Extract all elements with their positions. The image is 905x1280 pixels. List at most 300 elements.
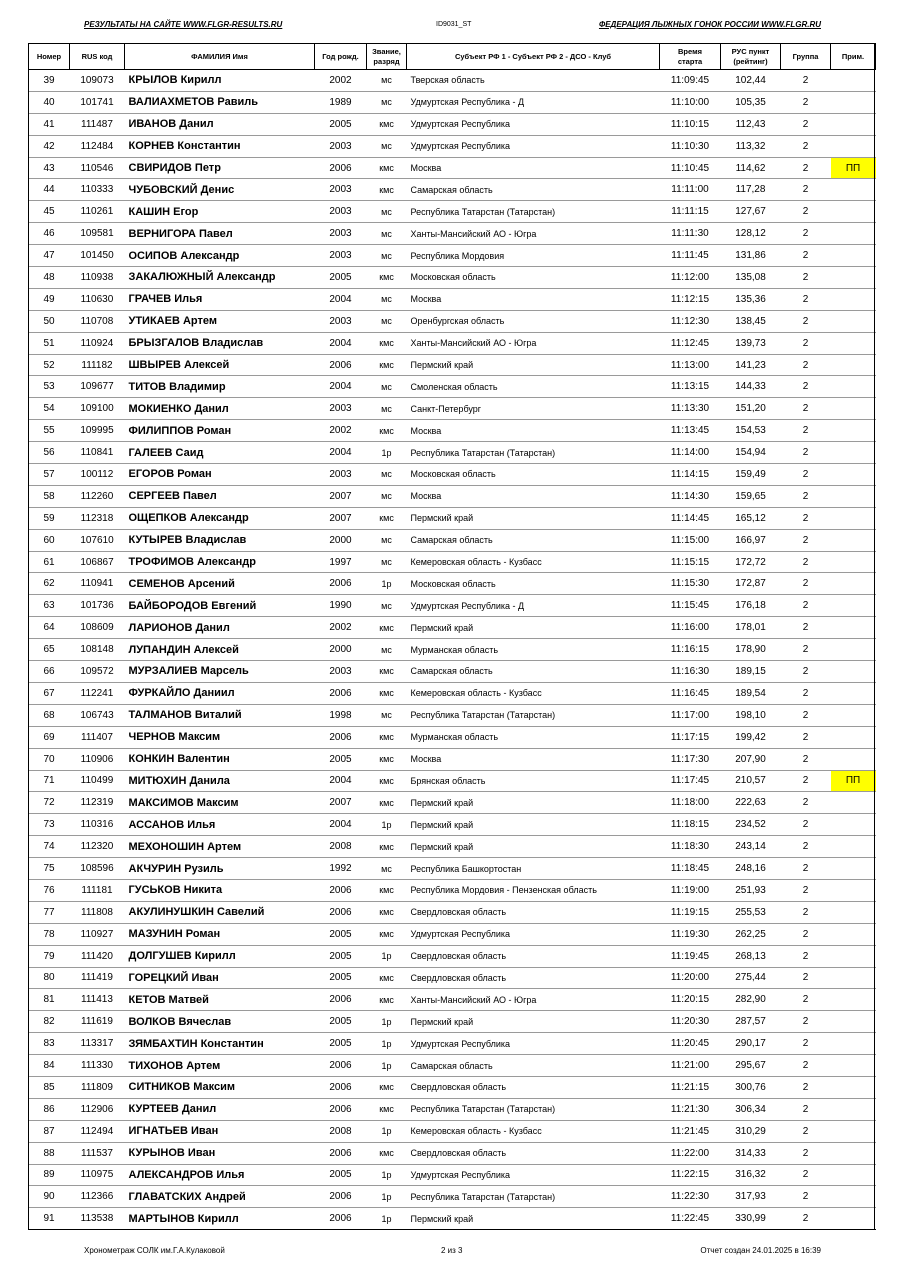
- cell-region: Республика Татарстан (Татарстан): [407, 704, 660, 726]
- table-row: [29, 967, 876, 989]
- table-row: [29, 507, 876, 529]
- cell-name: ОЩЕПКОВ Александр: [125, 507, 315, 529]
- cell-region: Ханты-Мансийский АО - Югра: [407, 332, 660, 354]
- cell-number: 88: [29, 1142, 70, 1164]
- cell-name: КРЫЛОВ Кирилл: [125, 70, 315, 92]
- cell-note: [831, 836, 876, 858]
- cell-note: [831, 464, 876, 486]
- cell-rank: кмс: [367, 267, 407, 289]
- cell-start-time: 11:13:45: [660, 420, 721, 442]
- table-row: [29, 376, 876, 398]
- cell-group: 2: [781, 1055, 831, 1077]
- cell-birth-year: 2007: [315, 507, 367, 529]
- cell-rank: 1р: [367, 814, 407, 836]
- cell-birth-year: 2008: [315, 836, 367, 858]
- cell-number: 51: [29, 332, 70, 354]
- cell-number: 39: [29, 70, 70, 92]
- cell-rus-code: 109995: [70, 420, 125, 442]
- cell-region: Самарская область: [407, 179, 660, 201]
- cell-group: 2: [781, 923, 831, 945]
- cell-group: 2: [781, 1186, 831, 1208]
- cell-rating: 114,62: [721, 157, 781, 179]
- cell-rating: 128,12: [721, 223, 781, 245]
- cell-rank: кмс: [367, 113, 407, 135]
- cell-start-time: 11:20:45: [660, 1033, 721, 1055]
- cell-rank: мс: [367, 201, 407, 223]
- cell-region: Ханты-Мансийский АО - Югра: [407, 223, 660, 245]
- cell-name: ЧУБОВСКИЙ Денис: [125, 179, 315, 201]
- cell-region: Республика Татарстан (Татарстан): [407, 1098, 660, 1120]
- cell-rating: 251,93: [721, 879, 781, 901]
- cell-rus-code: 112260: [70, 485, 125, 507]
- table-row: [29, 354, 876, 376]
- cell-note: [831, 1011, 876, 1033]
- cell-note: [831, 135, 876, 157]
- table-row: [29, 1055, 876, 1077]
- cell-group: 2: [781, 1033, 831, 1055]
- cell-number: 42: [29, 135, 70, 157]
- cell-region: Свердловская область: [407, 901, 660, 923]
- cell-birth-year: 2003: [315, 398, 367, 420]
- cell-birth-year: 2005: [315, 967, 367, 989]
- cell-rating: 135,36: [721, 288, 781, 310]
- cell-birth-year: 2007: [315, 485, 367, 507]
- cell-rank: мс: [367, 245, 407, 267]
- cell-region: Республика Мордовия - Пензенская область: [407, 879, 660, 901]
- cell-rating: 189,54: [721, 682, 781, 704]
- cell-rus-code: 111809: [70, 1076, 125, 1098]
- cell-rating: 316,32: [721, 1164, 781, 1186]
- cell-number: 55: [29, 420, 70, 442]
- cell-group: 2: [781, 967, 831, 989]
- cell-start-time: 11:14:15: [660, 464, 721, 486]
- cell-name: ДОЛГУШЕВ Кирилл: [125, 945, 315, 967]
- cell-rating: 314,33: [721, 1142, 781, 1164]
- cell-note: [831, 945, 876, 967]
- cell-region: Москва: [407, 157, 660, 179]
- cell-region: Удмуртская Республика - Д: [407, 91, 660, 113]
- cell-rating: 172,87: [721, 573, 781, 595]
- cell-rus-code: 108609: [70, 617, 125, 639]
- table-row: [29, 551, 876, 573]
- cell-birth-year: 2006: [315, 1076, 367, 1098]
- cell-rus-code: 110333: [70, 179, 125, 201]
- cell-rating: 131,86: [721, 245, 781, 267]
- cell-name: ВАЛИАХМЕТОВ Равиль: [125, 91, 315, 113]
- cell-birth-year: 2005: [315, 748, 367, 770]
- cell-group: 2: [781, 70, 831, 92]
- cell-start-time: 11:12:00: [660, 267, 721, 289]
- cell-rus-code: 111619: [70, 1011, 125, 1033]
- cell-rus-code: 107610: [70, 529, 125, 551]
- cell-rus-code: 109100: [70, 398, 125, 420]
- table-body: [29, 70, 876, 1230]
- cell-group: 2: [781, 814, 831, 836]
- cell-name: ГУСЬКОВ Никита: [125, 879, 315, 901]
- cell-number: 54: [29, 398, 70, 420]
- cell-group: 2: [781, 661, 831, 683]
- cell-group: 2: [781, 157, 831, 179]
- cell-note: [831, 1055, 876, 1077]
- cell-start-time: 11:15:30: [660, 573, 721, 595]
- table-row: [29, 726, 876, 748]
- cell-note: [831, 179, 876, 201]
- cell-rating: 102,44: [721, 70, 781, 92]
- table-row: [29, 529, 876, 551]
- cell-rus-code: 112318: [70, 507, 125, 529]
- cell-name: ЗЯМБАХТИН Константин: [125, 1033, 315, 1055]
- cell-start-time: 11:22:15: [660, 1164, 721, 1186]
- cell-name: КАШИН Егор: [125, 201, 315, 223]
- cell-note: [831, 376, 876, 398]
- cell-note: [831, 595, 876, 617]
- cell-name: КЕТОВ Матвей: [125, 989, 315, 1011]
- cell-note: [831, 201, 876, 223]
- cell-start-time: 11:19:00: [660, 879, 721, 901]
- cell-note: [831, 1186, 876, 1208]
- cell-note: [831, 332, 876, 354]
- cell-rus-code: 112494: [70, 1120, 125, 1142]
- col-start-time-header-line1: Время: [678, 46, 702, 56]
- cell-number: 77: [29, 901, 70, 923]
- table-row: [29, 945, 876, 967]
- cell-rating: 151,20: [721, 398, 781, 420]
- cell-region: Самарская область: [407, 529, 660, 551]
- cell-region: Удмуртская Республика: [407, 1164, 660, 1186]
- cell-name: БРЫЗГАЛОВ Владислав: [125, 332, 315, 354]
- cell-rus-code: 112366: [70, 1186, 125, 1208]
- cell-rating: 117,28: [721, 179, 781, 201]
- cell-rating: 112,43: [721, 113, 781, 135]
- cell-rank: мс: [367, 485, 407, 507]
- table-row: [29, 70, 876, 92]
- cell-rating: 135,08: [721, 267, 781, 289]
- cell-rating: 210,57: [721, 770, 781, 792]
- cell-birth-year: 2006: [315, 879, 367, 901]
- cell-birth-year: 2005: [315, 1164, 367, 1186]
- cell-start-time: 11:15:00: [660, 529, 721, 551]
- cell-region: Тверская область: [407, 70, 660, 92]
- cell-note: [831, 485, 876, 507]
- cell-rating: 113,32: [721, 135, 781, 157]
- cell-rank: 1р: [367, 1208, 407, 1230]
- cell-birth-year: 2002: [315, 420, 367, 442]
- cell-rating: 234,52: [721, 814, 781, 836]
- table-row: [29, 1120, 876, 1142]
- cell-group: 2: [781, 639, 831, 661]
- cell-number: 63: [29, 595, 70, 617]
- cell-group: 2: [781, 507, 831, 529]
- results-site-link[interactable]: РЕЗУЛЬТАТЫ НА САЙТЕ WWW.FLGR-RESULTS.RU: [84, 20, 283, 29]
- cell-region: Пермский край: [407, 836, 660, 858]
- cell-rank: кмс: [367, 879, 407, 901]
- cell-birth-year: 2003: [315, 661, 367, 683]
- cell-group: 2: [781, 1208, 831, 1230]
- cell-group: 2: [781, 792, 831, 814]
- cell-note: [831, 573, 876, 595]
- cell-start-time: 11:17:15: [660, 726, 721, 748]
- cell-birth-year: 2003: [315, 135, 367, 157]
- table-row: [29, 661, 876, 683]
- cell-name: ЕГОРОВ Роман: [125, 464, 315, 486]
- cell-start-time: 11:11:00: [660, 179, 721, 201]
- cell-note: [831, 398, 876, 420]
- cell-number: 69: [29, 726, 70, 748]
- cell-region: Смоленская область: [407, 376, 660, 398]
- cell-birth-year: 2003: [315, 310, 367, 332]
- cell-note: [831, 1164, 876, 1186]
- footer-page-number: 2 из 3: [441, 1246, 463, 1255]
- cell-note: ПП: [831, 770, 876, 792]
- cell-name: АЛЕКСАНДРОВ Илья: [125, 1164, 315, 1186]
- cell-rus-code: 112320: [70, 836, 125, 858]
- cell-rating: 282,90: [721, 989, 781, 1011]
- cell-rus-code: 112241: [70, 682, 125, 704]
- federation-site-link[interactable]: ФЕДЕРАЦИЯ ЛЫЖНЫХ ГОНОК РОССИИ WWW.FLGR.RU: [598, 20, 821, 29]
- cell-region: Пермский край: [407, 354, 660, 376]
- cell-birth-year: 2002: [315, 70, 367, 92]
- cell-birth-year: 1998: [315, 704, 367, 726]
- cell-number: 61: [29, 551, 70, 573]
- cell-number: 76: [29, 879, 70, 901]
- cell-rank: 1р: [367, 573, 407, 595]
- cell-birth-year: 2004: [315, 376, 367, 398]
- cell-rating: 138,45: [721, 310, 781, 332]
- cell-start-time: 11:15:15: [660, 551, 721, 573]
- cell-rus-code: 108596: [70, 858, 125, 880]
- table-row: [29, 332, 876, 354]
- cell-region: Свердловская область: [407, 967, 660, 989]
- cell-rank: кмс: [367, 1076, 407, 1098]
- cell-start-time: 11:12:45: [660, 332, 721, 354]
- table-row: [29, 814, 876, 836]
- footer-timing-credit: Хронометраж СОЛК им.Г.А.Кулаковой: [84, 1246, 225, 1255]
- cell-rating: 139,73: [721, 332, 781, 354]
- table-row: [29, 989, 876, 1011]
- table-row: [29, 442, 876, 464]
- cell-region: Самарская область: [407, 661, 660, 683]
- cell-birth-year: 2004: [315, 814, 367, 836]
- cell-name: АССАНОВ Илья: [125, 814, 315, 836]
- cell-name: УТИКАЕВ Артем: [125, 310, 315, 332]
- cell-group: 2: [781, 551, 831, 573]
- cell-region: Удмуртская Республика: [407, 923, 660, 945]
- cell-group: 2: [781, 1142, 831, 1164]
- cell-note: [831, 507, 876, 529]
- cell-start-time: 11:10:30: [660, 135, 721, 157]
- cell-rus-code: 111537: [70, 1142, 125, 1164]
- cell-note: [831, 1098, 876, 1120]
- cell-start-time: 11:18:45: [660, 858, 721, 880]
- cell-number: 87: [29, 1120, 70, 1142]
- cell-region: Удмуртская Республика: [407, 1033, 660, 1055]
- cell-rus-code: 113538: [70, 1208, 125, 1230]
- cell-rank: мс: [367, 135, 407, 157]
- cell-note: [831, 967, 876, 989]
- cell-rating: 165,12: [721, 507, 781, 529]
- cell-rus-code: 109677: [70, 376, 125, 398]
- col-start-time-header-line2: старта: [677, 56, 703, 66]
- cell-group: 2: [781, 245, 831, 267]
- cell-rus-code: 111330: [70, 1055, 125, 1077]
- cell-number: 80: [29, 967, 70, 989]
- cell-name: ТИТОВ Владимир: [125, 376, 315, 398]
- table-row: [29, 420, 876, 442]
- cell-birth-year: 2006: [315, 1098, 367, 1120]
- cell-rank: мс: [367, 464, 407, 486]
- col-rank-header: [367, 44, 407, 70]
- cell-rating: 154,94: [721, 442, 781, 464]
- cell-start-time: 11:21:45: [660, 1120, 721, 1142]
- cell-name: КУРТЕЕВ Данил: [125, 1098, 315, 1120]
- cell-rus-code: 111407: [70, 726, 125, 748]
- cell-name: МАКСИМОВ Максим: [125, 792, 315, 814]
- cell-birth-year: 2005: [315, 113, 367, 135]
- cell-birth-year: 2004: [315, 288, 367, 310]
- cell-rank: мс: [367, 70, 407, 92]
- cell-rating: 176,18: [721, 595, 781, 617]
- cell-name: ТАЛМАНОВ Виталий: [125, 704, 315, 726]
- cell-name: ВЕРНИГОРА Павел: [125, 223, 315, 245]
- cell-start-time: 11:21:00: [660, 1055, 721, 1077]
- cell-number: 90: [29, 1186, 70, 1208]
- cell-rating: 287,57: [721, 1011, 781, 1033]
- cell-birth-year: 2006: [315, 354, 367, 376]
- cell-group: 2: [781, 135, 831, 157]
- cell-start-time: 11:10:00: [660, 91, 721, 113]
- col-start-time-header: [660, 44, 721, 70]
- cell-rus-code: 111181: [70, 879, 125, 901]
- cell-region: Свердловская область: [407, 1076, 660, 1098]
- cell-name: ЧЕРНОВ Максим: [125, 726, 315, 748]
- cell-start-time: 11:22:00: [660, 1142, 721, 1164]
- cell-start-time: 11:11:15: [660, 201, 721, 223]
- cell-rus-code: 111487: [70, 113, 125, 135]
- cell-name: ИВАНОВ Данил: [125, 113, 315, 135]
- cell-start-time: 11:15:45: [660, 595, 721, 617]
- table-row: [29, 91, 876, 113]
- cell-start-time: 11:22:45: [660, 1208, 721, 1230]
- cell-rating: 141,23: [721, 354, 781, 376]
- cell-birth-year: 2006: [315, 573, 367, 595]
- cell-rank: кмс: [367, 923, 407, 945]
- cell-group: 2: [781, 595, 831, 617]
- cell-rating: 154,53: [721, 420, 781, 442]
- cell-rating: 295,67: [721, 1055, 781, 1077]
- cell-name: ГЛАВАТСКИХ Андрей: [125, 1186, 315, 1208]
- cell-rating: 306,34: [721, 1098, 781, 1120]
- cell-number: 43: [29, 157, 70, 179]
- col-rating-header-line2: (рейтинг): [733, 56, 768, 66]
- cell-name: ЛУПАНДИН Алексей: [125, 639, 315, 661]
- cell-rating: 268,13: [721, 945, 781, 967]
- cell-rank: мс: [367, 704, 407, 726]
- cell-start-time: 11:17:30: [660, 748, 721, 770]
- cell-number: 73: [29, 814, 70, 836]
- cell-group: 2: [781, 682, 831, 704]
- table-row: [29, 1142, 876, 1164]
- cell-rus-code: 109581: [70, 223, 125, 245]
- cell-rank: кмс: [367, 989, 407, 1011]
- cell-note: [831, 1076, 876, 1098]
- cell-birth-year: 2006: [315, 1142, 367, 1164]
- cell-group: 2: [781, 1011, 831, 1033]
- cell-region: Москва: [407, 748, 660, 770]
- cell-number: 74: [29, 836, 70, 858]
- table-row: [29, 901, 876, 923]
- cell-name: БАЙБОРОДОВ Евгений: [125, 595, 315, 617]
- cell-rank: мс: [367, 91, 407, 113]
- cell-name: МИТЮХИН Данила: [125, 770, 315, 792]
- cell-region: Самарская область: [407, 1055, 660, 1077]
- cell-start-time: 11:12:15: [660, 288, 721, 310]
- cell-name: ВОЛКОВ Вячеслав: [125, 1011, 315, 1033]
- cell-rank: кмс: [367, 901, 407, 923]
- cell-start-time: 11:20:00: [660, 967, 721, 989]
- cell-start-time: 11:16:00: [660, 617, 721, 639]
- cell-number: 66: [29, 661, 70, 683]
- cell-birth-year: 2003: [315, 201, 367, 223]
- cell-rus-code: 101736: [70, 595, 125, 617]
- cell-rus-code: 106743: [70, 704, 125, 726]
- cell-rank: кмс: [367, 617, 407, 639]
- cell-rus-code: 110708: [70, 310, 125, 332]
- cell-note: [831, 70, 876, 92]
- cell-rank: 1р: [367, 1164, 407, 1186]
- cell-region: Московская область: [407, 464, 660, 486]
- table-row: [29, 1076, 876, 1098]
- cell-number: 46: [29, 223, 70, 245]
- table-row: [29, 1011, 876, 1033]
- cell-start-time: 11:19:15: [660, 901, 721, 923]
- cell-start-time: 11:18:15: [660, 814, 721, 836]
- cell-note: [831, 661, 876, 683]
- cell-note: ПП: [831, 157, 876, 179]
- cell-name: МАЗУНИН Роман: [125, 923, 315, 945]
- table-row: [29, 135, 876, 157]
- table-row: [29, 617, 876, 639]
- cell-rating: 172,72: [721, 551, 781, 573]
- cell-region: Удмуртская Республика - Д: [407, 595, 660, 617]
- table-row: [29, 267, 876, 289]
- table-row: [29, 201, 876, 223]
- cell-birth-year: 2004: [315, 332, 367, 354]
- table-row: [29, 485, 876, 507]
- cell-group: 2: [781, 91, 831, 113]
- cell-rating: 127,67: [721, 201, 781, 223]
- cell-region: Ханты-Мансийский АО - Югра: [407, 989, 660, 1011]
- cell-number: 65: [29, 639, 70, 661]
- cell-birth-year: 2006: [315, 989, 367, 1011]
- cell-number: 75: [29, 858, 70, 880]
- col-rus-code-header: RUS код: [70, 44, 125, 70]
- cell-rating: 207,90: [721, 748, 781, 770]
- cell-region: Москва: [407, 485, 660, 507]
- cell-rating: 189,15: [721, 661, 781, 683]
- cell-rank: мс: [367, 310, 407, 332]
- cell-region: Москва: [407, 420, 660, 442]
- cell-rank: кмс: [367, 682, 407, 704]
- cell-number: 60: [29, 529, 70, 551]
- cell-note: [831, 1142, 876, 1164]
- cell-region: Мурманская область: [407, 639, 660, 661]
- cell-rus-code: 110841: [70, 442, 125, 464]
- cell-start-time: 11:22:30: [660, 1186, 721, 1208]
- cell-rank: 1р: [367, 1011, 407, 1033]
- table-row: [29, 288, 876, 310]
- cell-number: 67: [29, 682, 70, 704]
- table-row: [29, 639, 876, 661]
